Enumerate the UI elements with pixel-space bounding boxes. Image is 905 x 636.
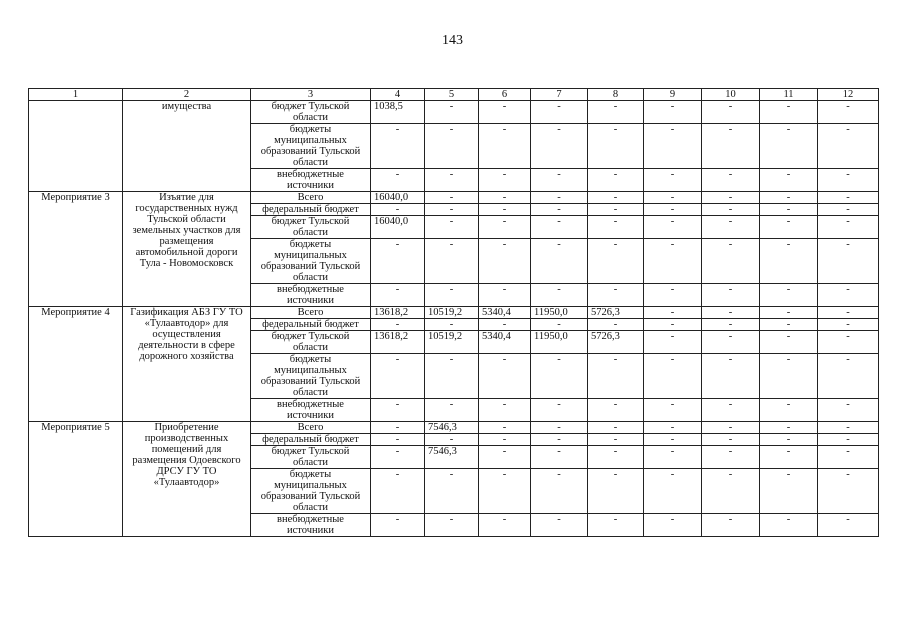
value-cell: - — [588, 446, 644, 469]
value-cell: - — [644, 514, 702, 537]
value-cell: - — [479, 422, 531, 434]
value-cell: - — [644, 354, 702, 399]
value-cell: - — [760, 319, 818, 331]
funding-source: федеральный бюджет — [251, 319, 371, 331]
funding-source: бюджеты муниципальных образований Тульской области — [251, 354, 371, 399]
value-cell: - — [531, 204, 588, 216]
value-cell: - — [371, 284, 425, 307]
value-cell: - — [531, 284, 588, 307]
value-cell: - — [479, 446, 531, 469]
value-cell: - — [818, 422, 879, 434]
funding-source: бюджет Тульской области — [251, 446, 371, 469]
value-cell: - — [588, 216, 644, 239]
value-cell: - — [531, 514, 588, 537]
value-cell: - — [479, 204, 531, 216]
value-cell: - — [644, 446, 702, 469]
value-cell: - — [425, 399, 479, 422]
value-cell: - — [818, 239, 879, 284]
funding-source: Всего — [251, 307, 371, 319]
value-cell: - — [588, 469, 644, 514]
value-cell: - — [425, 434, 479, 446]
value-cell: - — [425, 124, 479, 169]
value-cell: - — [702, 216, 760, 239]
value-cell: - — [818, 399, 879, 422]
value-cell: - — [818, 124, 879, 169]
value-cell: - — [760, 101, 818, 124]
event-name: имущества — [123, 101, 251, 192]
value-cell: - — [818, 169, 879, 192]
column-header: 12 — [818, 89, 879, 101]
value-cell: - — [818, 101, 879, 124]
value-cell: - — [702, 307, 760, 319]
column-header: 1 — [29, 89, 123, 101]
event-name: Газификация АБЗ ГУ ТО «Тулаавтодор» для осуществления деятельности в сфере дорожного хозяйства — [123, 307, 251, 422]
value-cell: - — [588, 192, 644, 204]
value-cell: - — [531, 422, 588, 434]
value-cell: - — [760, 469, 818, 514]
value-cell: - — [644, 399, 702, 422]
value-cell: - — [371, 204, 425, 216]
value-cell: - — [479, 399, 531, 422]
value-cell: - — [479, 169, 531, 192]
value-cell: - — [644, 422, 702, 434]
value-cell: - — [531, 101, 588, 124]
value-cell: - — [479, 354, 531, 399]
value-cell: - — [479, 124, 531, 169]
value-cell: - — [702, 239, 760, 284]
value-cell: 1038,5 — [371, 101, 425, 124]
value-cell: - — [588, 204, 644, 216]
value-cell: 10519,2 — [425, 307, 479, 319]
column-header: 7 — [531, 89, 588, 101]
value-cell: 7546,3 — [425, 422, 479, 434]
value-cell: - — [531, 124, 588, 169]
value-cell: 10519,2 — [425, 331, 479, 354]
value-cell: - — [644, 204, 702, 216]
value-cell: - — [644, 331, 702, 354]
value-cell: - — [702, 354, 760, 399]
value-cell: 5340,4 — [479, 307, 531, 319]
event-label: Мероприятие 5 — [29, 422, 123, 537]
value-cell: 5340,4 — [479, 331, 531, 354]
value-cell: - — [818, 469, 879, 514]
value-cell: 16040,0 — [371, 216, 425, 239]
value-cell: - — [760, 169, 818, 192]
value-cell: - — [425, 469, 479, 514]
value-cell: - — [702, 446, 760, 469]
value-cell: - — [702, 192, 760, 204]
funding-source: внебюджетные источники — [251, 284, 371, 307]
value-cell: - — [588, 101, 644, 124]
value-cell: - — [702, 169, 760, 192]
value-cell: - — [644, 284, 702, 307]
value-cell: - — [425, 204, 479, 216]
value-cell: - — [531, 399, 588, 422]
table-row — [29, 422, 879, 434]
column-header: 2 — [123, 89, 251, 101]
value-cell: - — [702, 434, 760, 446]
value-cell: - — [371, 124, 425, 169]
value-cell: - — [588, 434, 644, 446]
value-cell: - — [702, 469, 760, 514]
column-header: 5 — [425, 89, 479, 101]
value-cell: - — [479, 192, 531, 204]
value-cell: - — [760, 192, 818, 204]
value-cell: - — [818, 216, 879, 239]
value-cell: - — [644, 319, 702, 331]
value-cell: - — [588, 284, 644, 307]
value-cell: - — [531, 169, 588, 192]
value-cell: - — [425, 192, 479, 204]
column-header: 8 — [588, 89, 644, 101]
value-cell: - — [479, 469, 531, 514]
table-body — [29, 101, 879, 537]
value-cell: - — [371, 319, 425, 331]
value-cell: - — [425, 284, 479, 307]
column-header: 11 — [760, 89, 818, 101]
value-cell: - — [760, 446, 818, 469]
value-cell: - — [371, 514, 425, 537]
value-cell: - — [644, 169, 702, 192]
value-cell: - — [425, 354, 479, 399]
page-number: 143 — [442, 33, 463, 48]
value-cell: - — [531, 469, 588, 514]
funding-source: Всего — [251, 192, 371, 204]
value-cell: - — [644, 434, 702, 446]
value-cell: - — [702, 284, 760, 307]
value-cell: - — [531, 216, 588, 239]
value-cell: - — [818, 434, 879, 446]
column-header: 10 — [702, 89, 760, 101]
value-cell: 13618,2 — [371, 307, 425, 319]
value-cell: - — [588, 169, 644, 192]
value-cell: - — [818, 514, 879, 537]
value-cell: - — [702, 204, 760, 216]
table-row — [29, 307, 879, 319]
event-label: Мероприятие 3 — [29, 192, 123, 307]
value-cell: - — [371, 239, 425, 284]
value-cell: - — [760, 284, 818, 307]
value-cell: - — [371, 169, 425, 192]
value-cell: - — [702, 422, 760, 434]
value-cell: - — [702, 331, 760, 354]
funding-source: бюджет Тульской области — [251, 216, 371, 239]
value-cell: - — [588, 399, 644, 422]
funding-source: внебюджетные источники — [251, 169, 371, 192]
value-cell: - — [644, 307, 702, 319]
value-cell: - — [531, 192, 588, 204]
value-cell: - — [479, 101, 531, 124]
value-cell: - — [644, 216, 702, 239]
value-cell: - — [760, 514, 818, 537]
value-cell: - — [702, 399, 760, 422]
value-cell: - — [760, 422, 818, 434]
value-cell: - — [479, 434, 531, 446]
value-cell: - — [479, 284, 531, 307]
value-cell: 5726,3 — [588, 331, 644, 354]
funding-source: внебюджетные источники — [251, 514, 371, 537]
value-cell: - — [818, 319, 879, 331]
value-cell: - — [425, 514, 479, 537]
value-cell: - — [479, 514, 531, 537]
value-cell: - — [760, 216, 818, 239]
value-cell: 5726,3 — [588, 307, 644, 319]
funding-source: бюджеты муниципальных образований Тульской области — [251, 124, 371, 169]
value-cell: - — [425, 169, 479, 192]
value-cell: - — [588, 319, 644, 331]
value-cell: - — [818, 446, 879, 469]
column-header: 3 — [251, 89, 371, 101]
value-cell: 11950,0 — [531, 307, 588, 319]
value-cell: - — [531, 446, 588, 469]
funding-source: Всего — [251, 422, 371, 434]
value-cell: - — [531, 319, 588, 331]
value-cell: - — [818, 192, 879, 204]
header-row — [29, 89, 879, 101]
value-cell: - — [425, 216, 479, 239]
table-row — [29, 101, 879, 124]
value-cell: - — [760, 434, 818, 446]
value-cell: - — [760, 354, 818, 399]
value-cell: - — [588, 124, 644, 169]
value-cell: - — [371, 399, 425, 422]
value-cell: - — [531, 354, 588, 399]
value-cell: - — [479, 319, 531, 331]
value-cell: - — [644, 469, 702, 514]
value-cell: - — [760, 204, 818, 216]
value-cell: - — [702, 124, 760, 169]
value-cell: - — [588, 422, 644, 434]
value-cell: - — [702, 101, 760, 124]
value-cell: - — [371, 354, 425, 399]
value-cell: - — [760, 124, 818, 169]
funding-source: бюджеты муниципальных образований Тульской области — [251, 239, 371, 284]
funding-source: федеральный бюджет — [251, 204, 371, 216]
event-name: Изъятие для государственных нужд Тульской области земельных участков для размещения автомобильной дороги Тула - Новомосковск — [123, 192, 251, 307]
value-cell: - — [588, 354, 644, 399]
column-header: 4 — [371, 89, 425, 101]
value-cell: 16040,0 — [371, 192, 425, 204]
value-cell: - — [818, 307, 879, 319]
value-cell: - — [371, 469, 425, 514]
column-header: 9 — [644, 89, 702, 101]
value-cell: - — [588, 239, 644, 284]
value-cell: 7546,3 — [425, 446, 479, 469]
value-cell: - — [818, 204, 879, 216]
event-label — [29, 101, 123, 192]
table-row — [29, 192, 879, 204]
funding-source: внебюджетные источники — [251, 399, 371, 422]
value-cell: - — [760, 331, 818, 354]
value-cell: - — [371, 422, 425, 434]
value-cell: - — [702, 514, 760, 537]
event-name: Приобретение производственных помещений для размещения Одоевского ДРСУ ГУ ТО «Тулаавтодор» — [123, 422, 251, 537]
value-cell: - — [425, 239, 479, 284]
value-cell: - — [425, 101, 479, 124]
funding-source: бюджет Тульской области — [251, 331, 371, 354]
funding-source: бюджеты муниципальных образований Тульской области — [251, 469, 371, 514]
value-cell: 13618,2 — [371, 331, 425, 354]
funding-source: бюджет Тульской области — [251, 101, 371, 124]
column-header: 6 — [479, 89, 531, 101]
value-cell: - — [644, 192, 702, 204]
value-cell: - — [644, 239, 702, 284]
value-cell: - — [371, 446, 425, 469]
value-cell: - — [644, 101, 702, 124]
value-cell: - — [702, 319, 760, 331]
value-cell: - — [531, 434, 588, 446]
value-cell: - — [760, 239, 818, 284]
value-cell: - — [818, 284, 879, 307]
funding-source: федеральный бюджет — [251, 434, 371, 446]
value-cell: - — [479, 239, 531, 284]
value-cell: - — [479, 216, 531, 239]
value-cell: - — [588, 514, 644, 537]
value-cell: - — [760, 307, 818, 319]
value-cell: - — [818, 354, 879, 399]
value-cell: - — [818, 331, 879, 354]
event-label: Мероприятие 4 — [29, 307, 123, 422]
value-cell: - — [371, 434, 425, 446]
value-cell: - — [760, 399, 818, 422]
value-cell: - — [644, 124, 702, 169]
value-cell: - — [425, 319, 479, 331]
value-cell: - — [531, 239, 588, 284]
value-cell: 11950,0 — [531, 331, 588, 354]
budget-table — [28, 88, 879, 537]
